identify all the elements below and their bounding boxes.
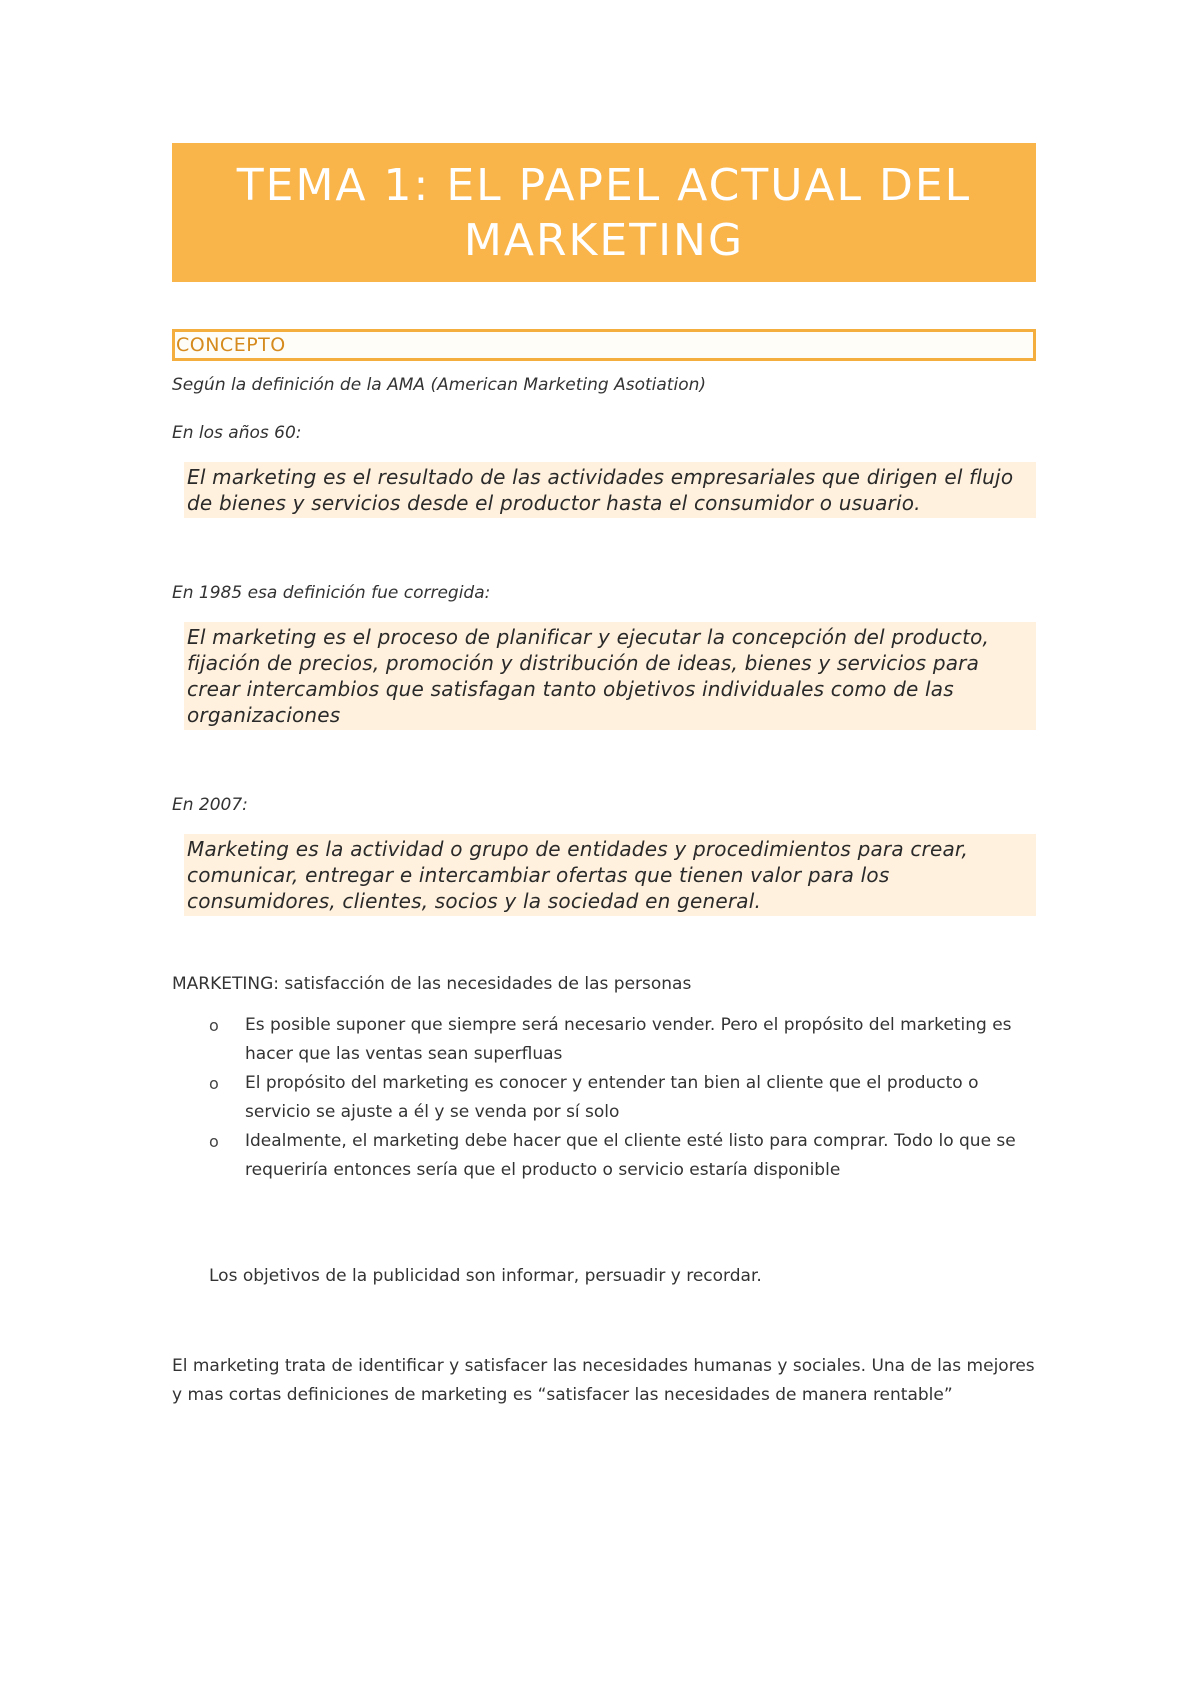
bullet-text: El propósito del marketing es conocer y entender tan bien al cliente que el producto o servicio se ajuste a él y se venda por sí solo xyxy=(245,1073,979,1122)
definition-box-1985 xyxy=(184,622,1036,730)
definition-text-2007: Marketing es la actividad o grupo de entidades y procedimientos para crear, comunicar, entregar e intercambiar ofertas que tienen valor para los consumidores, clientes, socios y la sociedad en general. xyxy=(187,837,969,913)
bullet-text: Idealmente, el marketing debe hacer que el cliente esté listo para comprar. Todo lo que se requeriría entonces sería que el producto o servicio estaría disponible xyxy=(245,1131,1016,1180)
def1985-label: En 1985 esa definición fue corregida: xyxy=(172,583,491,603)
closing-paragraph: El marketing trata de identificar y satisfacer las necesidades humanas y sociales. Una de las mejores y mas cortas definiciones de marketing es “satisfacer las necesidades de manera rentable” xyxy=(172,1356,1035,1405)
bullet-text: Es posible suponer que siempre será necesario vender. Pero el propósito del marketing es hacer que las ventas sean superfluas xyxy=(245,1015,1012,1064)
title-line-2: MARKETING xyxy=(463,214,745,266)
intro-text: Según la definición de la AMA (American Marketing Asotiation) xyxy=(172,375,707,395)
section-heading-box xyxy=(172,329,1036,361)
list-item xyxy=(172,1127,1036,1185)
definition-text-1985: El marketing es el proceso de planificar y ejecutar la concepción del producto, fijación de precios, promoción y distribución de ideas, bienes y servicios para crear intercambios que satisfagan tanto objetivos individuales como de las organizaciones xyxy=(187,625,990,727)
def2007-label: En 2007: xyxy=(172,795,248,815)
bullet-list xyxy=(172,1011,1036,1185)
bullet-marker-icon: o xyxy=(209,1016,219,1035)
definition-box-60s xyxy=(184,462,1036,518)
bullet-marker-icon: o xyxy=(209,1074,219,1093)
definition-box-2007 xyxy=(184,834,1036,916)
list-item xyxy=(172,1069,1036,1127)
bullet-marker-icon: o xyxy=(209,1132,219,1151)
title-banner xyxy=(172,143,1036,282)
document-page xyxy=(172,143,1036,1410)
title-line-1: TEMA 1: EL PAPEL ACTUAL DEL xyxy=(236,159,972,211)
definition-text-60s: El marketing es el resultado de las actividades empresariales que dirigen el flujo de bienes y servicios desde el productor hasta el consumidor o usuario. xyxy=(187,465,1014,515)
document-title xyxy=(237,158,971,268)
objectives-text: Los objetivos de la publicidad son informar, persuadir y recordar. xyxy=(209,1266,762,1286)
section-heading: CONCEPTO xyxy=(176,334,286,356)
marketing-summary: MARKETING: satisfacción de las necesidades de las personas xyxy=(172,974,692,994)
list-item xyxy=(172,1011,1036,1069)
def60-label: En los años 60: xyxy=(172,423,302,443)
